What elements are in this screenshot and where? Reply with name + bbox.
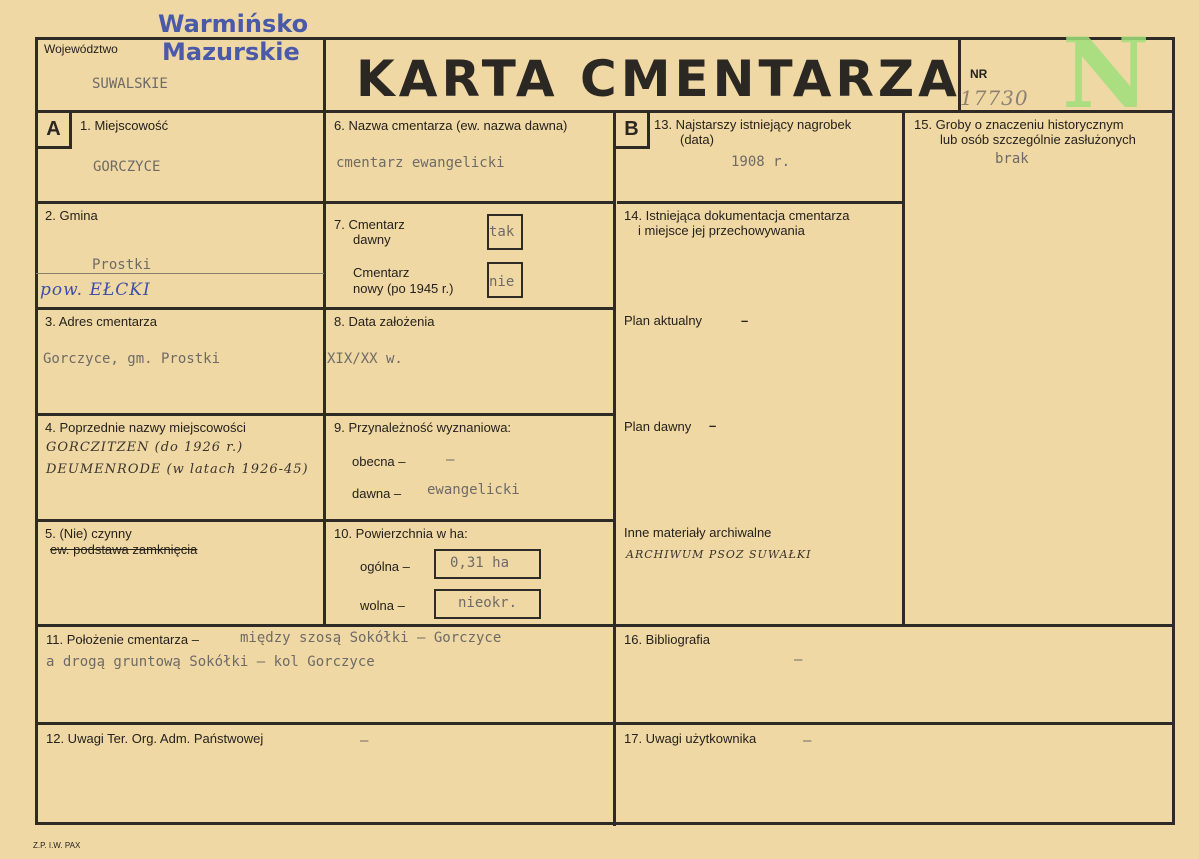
f11-value-2: a drogą gruntową Sokółki – kol Gorczyce <box>46 654 375 670</box>
divider <box>323 37 326 624</box>
f10-ogolna-label: ogólna – <box>360 559 410 574</box>
f11-value-1: między szosą Sokółki – Gorczyce <box>240 630 502 646</box>
f5-label-2-text: ew. podstawa zamknięcia <box>50 542 198 557</box>
f7-label-a2: dawny <box>353 232 391 247</box>
f10-label: 10. Powierzchnia w ha: <box>334 526 468 541</box>
f2-label: 2. Gmina <box>45 208 98 223</box>
f13-value: 1908 r. <box>731 154 791 170</box>
f7-value-a: tak <box>487 214 523 250</box>
wojewodztwo-value: SUWALSKIE <box>92 76 168 92</box>
divider <box>35 110 1175 113</box>
f15-label-1: 15. Groby o znaczeniu historycznym <box>914 117 1124 132</box>
plan-aktualny-value: – <box>741 313 749 328</box>
f6-label: 6. Nazwa cmentarza (ew. nazwa dawna) <box>334 118 568 133</box>
divider <box>902 110 905 626</box>
inne-materialy-value: ARCHIWUM PSOZ SUWAŁKI <box>626 548 812 561</box>
f13-label-1: 13. Najstarszy istniejący nagrobek <box>654 117 852 132</box>
f17-value: – <box>803 733 812 749</box>
f8-value: XIX/XX w. <box>327 351 403 367</box>
f9-dawna-label: dawna – <box>352 486 402 501</box>
f7-label-a1: 7. Cmentarz <box>334 217 405 232</box>
f13-label-2: (data) <box>680 132 714 147</box>
f16-value: – <box>794 652 803 668</box>
f7-value-b: nie <box>487 262 523 298</box>
wojewodztwo-label: Województwo <box>44 42 118 56</box>
printer-footer: Z.P. I.W. PAX <box>33 841 81 850</box>
f3-label: 3. Adres cmentarza <box>45 314 157 329</box>
f4-label: 4. Poprzednie nazwy miejscowości <box>45 420 246 435</box>
divider <box>617 201 902 204</box>
f7-label-b1: Cmentarz <box>353 265 410 280</box>
plan-dawny-label: Plan dawny <box>624 419 692 434</box>
f4-line2: DEUMENRODE (w latach 1926-45) <box>46 462 309 477</box>
f7-label-b2: nowy (po 1945 r.) <box>353 281 454 296</box>
f2-handwritten: pow. EŁCKI <box>40 280 151 300</box>
f6-value: cmentarz ewangelicki <box>336 155 505 171</box>
f2-value: Prostki <box>92 257 152 273</box>
f12-value: – <box>360 733 369 749</box>
f16-label: 16. Bibliografia <box>624 632 710 647</box>
divider <box>325 201 614 204</box>
stamp-line-1: Warmińsko <box>158 10 309 38</box>
f1-value: GORCZYCE <box>93 159 161 175</box>
f9-obecna-label: obecna – <box>352 454 406 469</box>
f3-value: Gorczyce, gm. Prostki <box>43 351 221 367</box>
f1-label: 1. Miejscowość <box>80 118 169 133</box>
section-b-marker: B <box>616 113 650 149</box>
plan-aktualny-label: Plan aktualny <box>624 313 703 328</box>
inne-materialy-label: Inne materiały archiwalne <box>624 525 772 540</box>
f5-label-2 <box>50 542 197 557</box>
f9-obecna-value: – <box>446 452 455 468</box>
f14-label-1: 14. Istniejąca dokumentacja cmentarza <box>624 208 850 223</box>
f10-wolna-label: wolna – <box>360 598 405 613</box>
f5-label-1: 5. (Nie) czynny <box>45 526 132 541</box>
divider <box>35 201 325 204</box>
stamp-line-2: Mazurskie <box>162 38 300 66</box>
nr-label: NR <box>970 67 988 81</box>
plan-dawny-value: – <box>709 418 717 433</box>
f10-wolna-value: nieokr. <box>434 589 541 619</box>
divider <box>35 624 1175 627</box>
gmina-underline <box>36 273 324 274</box>
f15-label-2: lub osób szczególnie zasłużonych <box>940 132 1136 147</box>
f8-label: 8. Data założenia <box>334 314 435 329</box>
f17-label: 17. Uwagi użytkownika <box>624 731 757 746</box>
divider <box>613 110 616 826</box>
green-mark: N <box>1062 17 1150 130</box>
divider <box>35 722 1175 725</box>
nr-value: 17730 <box>960 86 1029 110</box>
f11-label: 11. Położenie cmentarza – <box>46 632 199 647</box>
f10-ogolna-value: 0,31 ha <box>434 549 541 579</box>
f12-label: 12. Uwagi Ter. Org. Adm. Państwowej <box>46 731 264 746</box>
f14-label-2: i miejsce jej przechowywania <box>638 223 805 238</box>
page-title: KARTA CMENTARZA <box>356 50 961 108</box>
f9-label: 9. Przynależność wyznaniowa: <box>334 420 512 435</box>
f15-value: brak <box>995 151 1029 167</box>
f9-dawna-value: ewangelicki <box>427 482 520 498</box>
f4-line1: GORCZITZEN (do 1926 r.) <box>46 440 244 455</box>
section-a-marker: A <box>38 113 72 149</box>
